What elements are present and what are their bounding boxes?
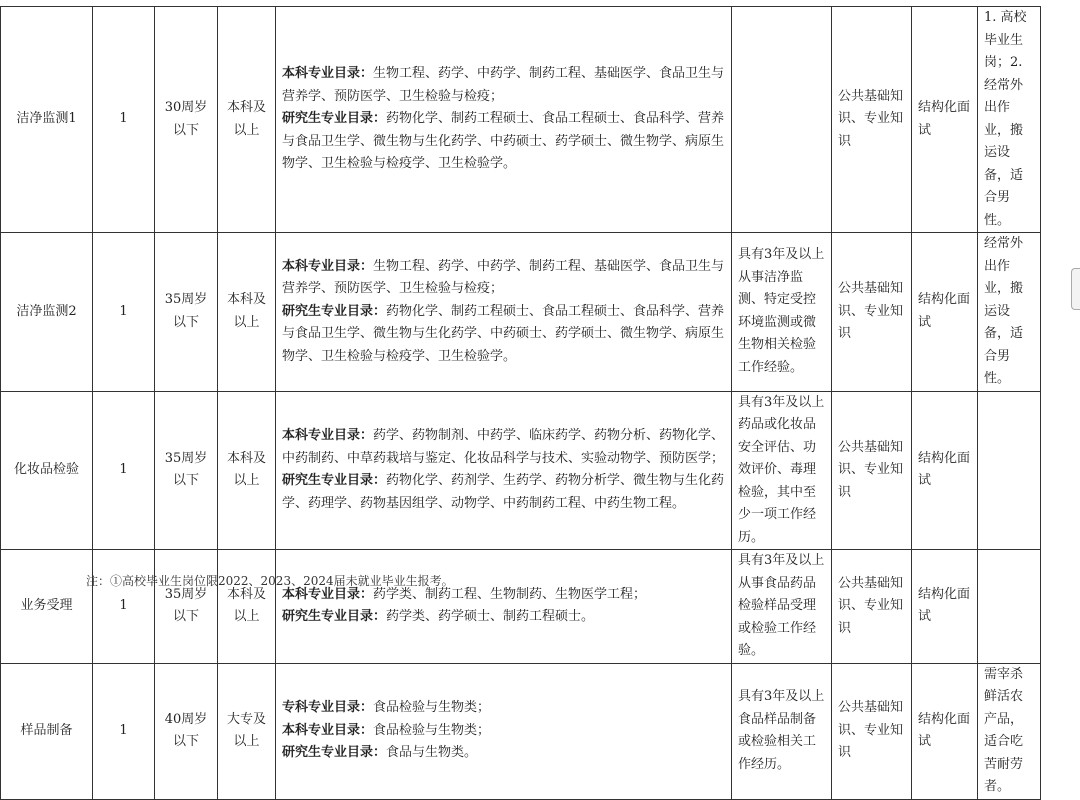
written-exam-subjects: 公共基础知识、专业知识 — [832, 391, 912, 550]
major-list: 生物工程、药学、中药学、制药工程、基础医学、食品卫生与营养学、预防医学、卫生检验与检疫； — [282, 66, 725, 104]
interview-method: 结构化面试 — [912, 233, 978, 392]
major-catalog-label: 研究生专业目录： — [282, 609, 387, 625]
position-name: 化妆品检验 — [1, 391, 93, 550]
experience-requirement: 具有3年及以上从事洁净监测、特定受控环境监测或微生物相关检验工作经验。 — [732, 233, 832, 392]
remarks — [978, 550, 1041, 664]
major-list: 食品与生物类。 — [386, 745, 478, 761]
remarks — [978, 391, 1041, 550]
experience-requirement: 具有3年及以上食品样品制备或检验相关工作经历。 — [732, 663, 832, 799]
major-catalog-label: 研究生专业目录： — [282, 473, 387, 489]
interview-method: 结构化面试 — [912, 391, 978, 550]
headcount: 1 — [93, 7, 155, 233]
major-requirements — [276, 663, 732, 799]
age-limit: 35周岁以下 — [155, 233, 218, 392]
major-list: 药物化学、制药工程硕士、食品工程硕士、食品科学、营养与食品卫生学、微生物与生化药学、中药硕士、药学硕士、微生物学、病原生物学、卫生检验与检疫学、卫生检验学。 — [282, 111, 725, 172]
major-catalog-label: 本科专业目录： — [282, 66, 374, 82]
major-catalog-label: 本科专业目录： — [282, 258, 374, 274]
remarks: 需宰杀鲜活农产品，适合吃苦耐劳者。 — [978, 663, 1041, 799]
education-requirement: 本科及以上 — [218, 391, 276, 550]
major-requirements — [276, 7, 732, 233]
major-requirements — [276, 550, 732, 664]
recruitment-table — [0, 6, 1041, 800]
experience-requirement: 具有3年及以上从事食品药品检验样品受理或检验工作经验。 — [732, 550, 832, 664]
table-row — [1, 550, 1041, 664]
side-scroll-tab[interactable] — [1071, 268, 1080, 310]
major-catalog-label: 专科专业目录： — [282, 700, 374, 716]
remarks: 经常外出作业，搬运设备，适合男性。 — [978, 233, 1041, 392]
headcount: 1 — [93, 391, 155, 550]
major-line — [282, 606, 725, 629]
major-line — [282, 63, 725, 108]
age-limit: 35周岁以下 — [155, 550, 218, 664]
written-exam-subjects: 公共基础知识、专业知识 — [832, 7, 912, 233]
major-list: 药物化学、药剂学、生药学、药物分析学、微生物与生化药学、药理学、药物基因组学、动物学、中药制药工程、中药生物工程。 — [282, 473, 725, 511]
major-list: 药学、药物制剂、中药学、临床药学、药物分析、药物化学、中药制药、中草药栽培与鉴定、化妆品科学与技术、实验动物学、预防医学； — [282, 428, 725, 466]
position-name: 洁净监测1 — [1, 7, 93, 233]
major-line — [282, 697, 725, 720]
major-catalog-label: 研究生专业目录： — [282, 111, 387, 127]
major-line — [282, 742, 725, 765]
age-limit: 40周岁以下 — [155, 663, 218, 799]
major-line — [282, 301, 725, 369]
interview-method: 结构化面试 — [912, 550, 978, 664]
table-row — [1, 391, 1041, 550]
major-list: 食品检验与生物类； — [373, 700, 491, 716]
table-row — [1, 7, 1041, 233]
remarks: 1. 高校毕业生岗；2. 经常外出作业，搬运设备，适合男性。 — [978, 7, 1041, 233]
major-requirements — [276, 233, 732, 392]
education-requirement: 本科及以上 — [218, 550, 276, 664]
position-name: 洁净监测2 — [1, 233, 93, 392]
major-list: 生物工程、药学、中药学、制药工程、基础医学、食品卫生与营养学、预防医学、卫生检验与检疫； — [282, 258, 725, 296]
major-line — [282, 256, 725, 301]
position-name: 样品制备 — [1, 663, 93, 799]
major-list: 药学类、制药工程、生物制药、生物医学工程； — [373, 586, 647, 602]
written-exam-subjects: 公共基础知识、专业知识 — [832, 550, 912, 664]
footnote: 注：①高校毕业生岗位限2022、2023、2024届未就业毕业生报考。 — [86, 574, 454, 588]
major-list: 药学类、药学硕士、制药工程硕士。 — [386, 609, 595, 625]
age-limit: 35周岁以下 — [155, 391, 218, 550]
table-row — [1, 663, 1041, 799]
written-exam-subjects: 公共基础知识、专业知识 — [832, 663, 912, 799]
major-list: 食品检验与生物类； — [373, 722, 491, 738]
major-catalog-label: 本科专业目录： — [282, 428, 374, 444]
table-row — [1, 233, 1041, 392]
age-limit: 30周岁以下 — [155, 7, 218, 233]
experience-requirement: 具有3年及以上药品或化妆品安全评估、功效评价、毒理检验，其中至少一项工作经历。 — [732, 391, 832, 550]
major-catalog-label: 本科专业目录： — [282, 722, 374, 738]
major-line — [282, 470, 725, 515]
education-requirement: 本科及以上 — [218, 233, 276, 392]
headcount: 1 — [93, 233, 155, 392]
headcount: 1 — [93, 663, 155, 799]
education-requirement: 本科及以上 — [218, 7, 276, 233]
written-exam-subjects: 公共基础知识、专业知识 — [832, 233, 912, 392]
major-line — [282, 425, 725, 470]
experience-requirement — [732, 7, 832, 233]
education-requirement: 大专及以上 — [218, 663, 276, 799]
major-list: 药物化学、制药工程硕士、食品工程硕士、食品科学、营养与食品卫生学、微生物与生化药学、中药硕士、药学硕士、微生物学、病原生物学、卫生检验与检疫学、卫生检验学。 — [282, 303, 725, 364]
position-name: 业务受理 — [1, 550, 93, 664]
major-requirements — [276, 391, 732, 550]
major-line — [282, 720, 725, 743]
major-catalog-label: 研究生专业目录： — [282, 745, 387, 761]
interview-method: 结构化面试 — [912, 7, 978, 233]
major-catalog-label: 本科专业目录： — [282, 586, 374, 602]
major-catalog-label: 研究生专业目录： — [282, 303, 387, 319]
headcount: 1 — [93, 550, 155, 664]
major-line — [282, 108, 725, 176]
interview-method: 结构化面试 — [912, 663, 978, 799]
